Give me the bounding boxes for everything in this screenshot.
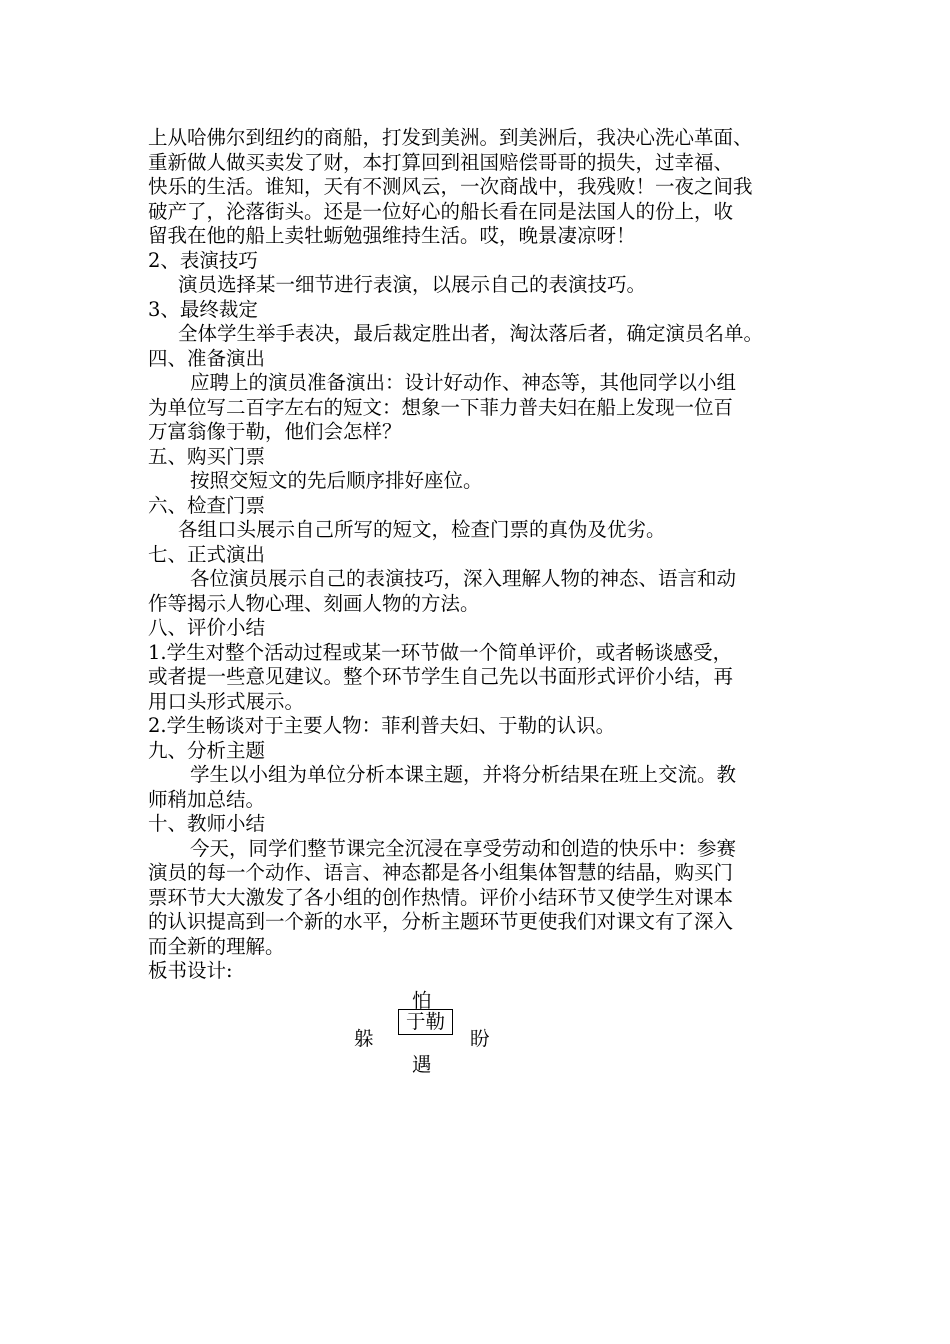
section-body: 万富翁像于勒，他们会怎样？ xyxy=(148,420,402,443)
section-body: 而全新的理解。 xyxy=(148,934,285,958)
section-body: 票环节大大激发了各小组的创作热情。评价小结环节又使学生对课本 xyxy=(148,885,734,909)
section-body: 演员的每一个动作、语言、神态都是各小组集体智慧的结晶，购买门 xyxy=(148,861,734,884)
section-body: 师稍加总结。 xyxy=(148,787,266,811)
section-body: 的认识提高到一个新的水平，分析主题环节更使我们对课文有了深入 xyxy=(148,910,734,933)
text-line: 重新做人做买卖发了财，本打算回到祖国赔偿哥哥的损失，过幸福、 xyxy=(148,150,734,174)
section-heading: 七、正式演出 xyxy=(148,542,266,566)
board-word-bottom: 遇 xyxy=(412,1053,432,1076)
section-body: 演员选择某一细节进行表演，以展示自己的表演技巧。 xyxy=(178,273,647,296)
section-heading: 六、检查门票 xyxy=(148,493,266,517)
section-body: 各位演员展示自己的表演技巧，深入理解人物的神态、语言和动 xyxy=(190,567,737,590)
section-body: 全体学生举手表决，最后裁定胜出者，淘汰落后者，确定演员名单。 xyxy=(178,322,764,345)
section-heading: 八、评价小结 xyxy=(148,616,266,639)
section-body: 作等揭示人物心理、刻画人物的方法。 xyxy=(148,591,480,615)
section-body: 用口头形式展示。 xyxy=(148,689,305,713)
section-body: 2.学生畅谈对于主要人物：菲利普夫妇、于勒的认识。 xyxy=(148,714,616,737)
section-body: 为单位写二百字左右的短文：想象一下菲力普夫妇在船上发现一位百 xyxy=(148,395,734,419)
board-word-right: 盼 xyxy=(470,1027,490,1050)
board-word-top: 怕 xyxy=(412,989,432,1012)
board-design-diagram xyxy=(340,985,520,1075)
document-body xyxy=(148,126,828,984)
section-heading: 九、分析主题 xyxy=(148,738,266,762)
board-design-label: 板书设计: xyxy=(148,959,233,982)
section-body: 或者提一些意见建议。整个环节学生自己先以书面形式评价小结，再 xyxy=(148,665,734,688)
text-line: 快乐的生活。谁知，天有不测风云，一次商战中，我残败！一夜之间我 xyxy=(148,175,753,198)
text-line: 上从哈佛尔到纽约的商船，打发到美洲。到美洲后，我决心洗心革面、 xyxy=(148,126,753,149)
section-heading: 五、购买门票 xyxy=(148,444,266,468)
section-body: 今天，同学们整节课完全沉浸在享受劳动和创造的快乐中：参赛 xyxy=(190,836,737,860)
section-body: 应聘上的演员准备演出：设计好动作、神态等，其他同学以小组 xyxy=(190,371,737,394)
section-body: 各组口头展示自己所写的短文，检查门票的真伪及优劣。 xyxy=(178,518,666,541)
section-heading: 2、表演技巧 xyxy=(148,248,258,272)
section-body: 按照交短文的先后顺序排好座位。 xyxy=(190,469,483,492)
section-body: 学生以小组为单位分析本课主题，并将分析结果在班上交流。教 xyxy=(190,763,737,786)
section-heading: 3、最终裁定 xyxy=(148,297,258,321)
section-heading: 十、教师小结 xyxy=(148,812,266,835)
text-line: 留我在他的船上卖牡蛎勉强维持生活。哎，晚景凄凉呀！ xyxy=(148,224,636,247)
section-heading: 四、准备演出 xyxy=(148,346,266,370)
board-word-center-box: 于勒 xyxy=(398,1009,453,1035)
section-body: 1.学生对整个活动过程或某一环节做一个简单评价，或者畅谈感受， xyxy=(148,640,733,664)
text-line: 破产了，沦落街头。还是一位好心的船长看在同是法国人的份上，收 xyxy=(148,199,734,223)
board-word-left: 躲 xyxy=(354,1027,374,1050)
